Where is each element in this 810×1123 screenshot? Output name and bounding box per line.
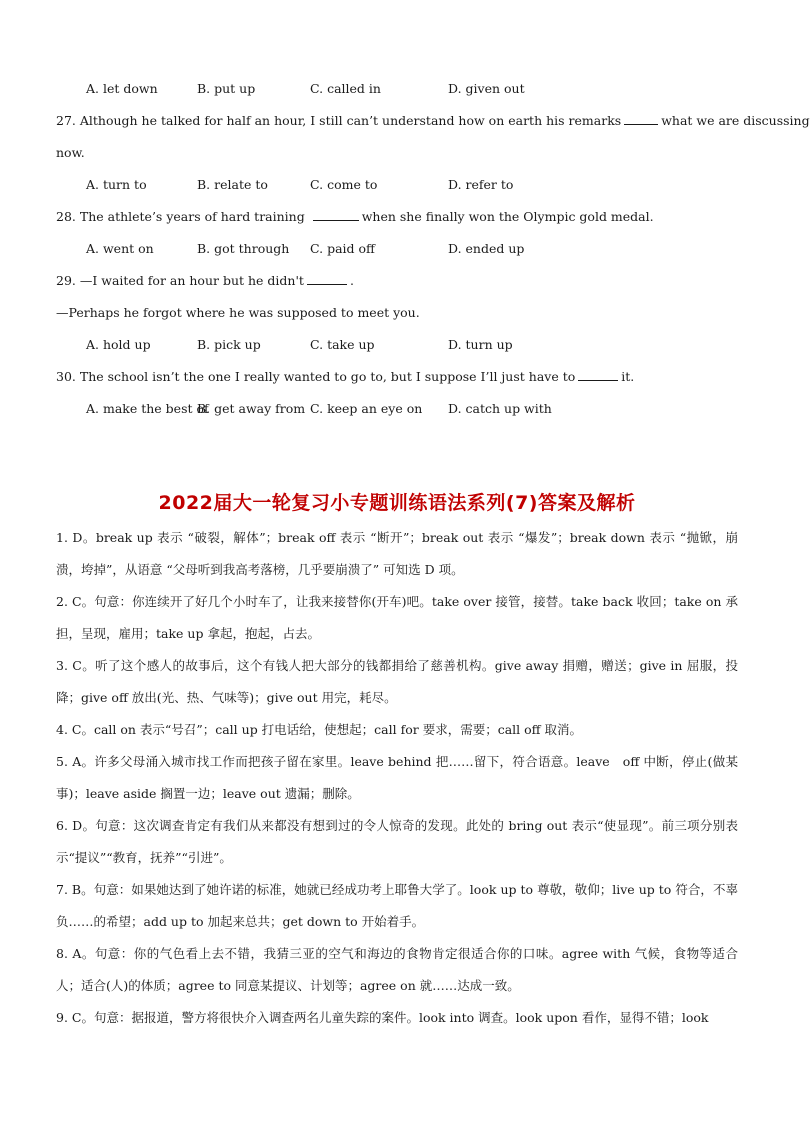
q28-text-start: 28. The athlete’s years of hard training: [56, 209, 305, 224]
question-27-cont: [56, 144, 738, 162]
q28-text-end: when she finally won the Olympic gold medal.: [361, 209, 654, 224]
q30-option-b: B. get away from: [197, 401, 306, 416]
q30-text-end: it.: [621, 369, 635, 384]
q29-text-start: 29. —I waited for an hour but he didn't: [56, 273, 304, 288]
q27-text-wrap: now.: [56, 145, 85, 160]
answer-3: 3. C。听了这个感人的故事后，这个有钱人把大部分的钱都捐给了慈善机构。give away 捐赠，赠送；give in 屈服，投降；give off 放出(光、热、气味等)；give out 用完，耗尽。: [56, 658, 738, 705]
question-30: [56, 368, 738, 386]
q28-option-c: C. paid off: [310, 241, 375, 256]
q29-option-d: D. turn up: [448, 337, 513, 352]
q28-option-d: D. ended up: [448, 241, 525, 256]
answer-7: 7. B。句意：如果她达到了她许诺的标准，她就已经成功考上耶鲁大学了。look up to 尊敬，敬仰；live up to 符合，不辜负……的希望；add up to 加起来总共；get down to 开始着手。: [56, 882, 738, 929]
q28-option-b: B. got through: [197, 241, 290, 256]
q30-text-start: 30. The school isn’t the one I really wanted to go to, but I suppose I’ll just have to: [56, 369, 576, 384]
answer-5: 5. A。许多父母涌入城市找工作而把孩子留在家里。leave behind 把……留下，符合语意。leave off 中断，停止(做某事)；leave aside 搁置一边；leave out 遗漏；删除。: [56, 754, 738, 801]
q27-option-d: D. refer to: [448, 177, 514, 192]
q27-blank: [624, 112, 658, 125]
q29-text-end: .: [349, 273, 354, 288]
q26-option-d: D. given out: [448, 81, 525, 96]
answer-8: 8. A。句意：你的气色看上去不错，我猜三亚的空气和海边的食物肯定很适合你的口味。agree with 气候，食物等适合人；适合(人)的体质；agree to 同意某提议、计划等；agree on 就……达成一致。: [56, 946, 738, 993]
q29-option-b: B. pick up: [197, 337, 261, 352]
q27-option-b: B. relate to: [197, 177, 268, 192]
answer-9: 9. C。句意：据报道，警方将很快介入调查两名儿童失踪的案件。look into 调查。look upon 看作，显得不错；look: [56, 1010, 709, 1025]
answer-2: 2. C。句意：你连续开了好几个小时车了，让我来接替你(开车)吧。take over 接管，接替。take back 收回；take on 承担，呈现，雇用；take up 拿起，抱起，占去。: [56, 594, 738, 641]
q27-text-start: 27. Although he talked for half an hour, I still can’t understand how on earth his remarks: [56, 113, 622, 128]
q29-reply-text: —Perhaps he forgot where he was supposed to meet you.: [56, 305, 420, 320]
q29-option-c: C. take up: [310, 337, 375, 352]
q27-option-c: C. come to: [310, 177, 378, 192]
answer-1: 1. D。break up 表示 “破裂，解体”；break off 表示 “断开”；break out 表示 “爆发”；break down 表示 “抛锨，崩溃，垮掉”，从语意 “父母听到我高考落榜，几乎要崩溃了” 可知选 D 项。: [56, 530, 738, 577]
question-27: [56, 112, 810, 130]
q29-option-a: A. hold up: [86, 337, 151, 352]
section-title: 2022届大一轮复习小专题训练语法系列(7)答案及解析: [158, 492, 636, 514]
q27-option-a: A. turn to: [86, 177, 147, 192]
q30-option-c: C. keep an eye on: [310, 401, 423, 416]
q26-option-b: B. put up: [197, 81, 256, 96]
question-28: [56, 208, 738, 226]
q29-blank: [307, 272, 347, 285]
question-29: [56, 272, 738, 290]
q30-blank: [578, 368, 618, 381]
q28-blank: [313, 208, 359, 221]
q27-text-end: what we are discussing: [661, 113, 810, 128]
q28-option-a: A. went on: [86, 241, 154, 256]
q26-option-a: A. let down: [86, 81, 158, 96]
answer-4: 4. C。call on 表示“号召”；call up 打电话给，使想起；call for 要求，需要；call off 取消。: [56, 722, 582, 737]
question-29-reply: [56, 304, 738, 322]
q26-option-c: C. called in: [310, 81, 381, 96]
answer-6: 6. D。句意：这次调查肯定有我们从来都没有想到过的令人惊奇的发现。此处的 bring out 表示“使显现”。前三项分别表示“提议”“教育，抚养”“引进”。: [56, 818, 738, 865]
q30-option-a: A. make the best of: [86, 401, 209, 416]
q30-option-d: D. catch up with: [448, 401, 552, 416]
